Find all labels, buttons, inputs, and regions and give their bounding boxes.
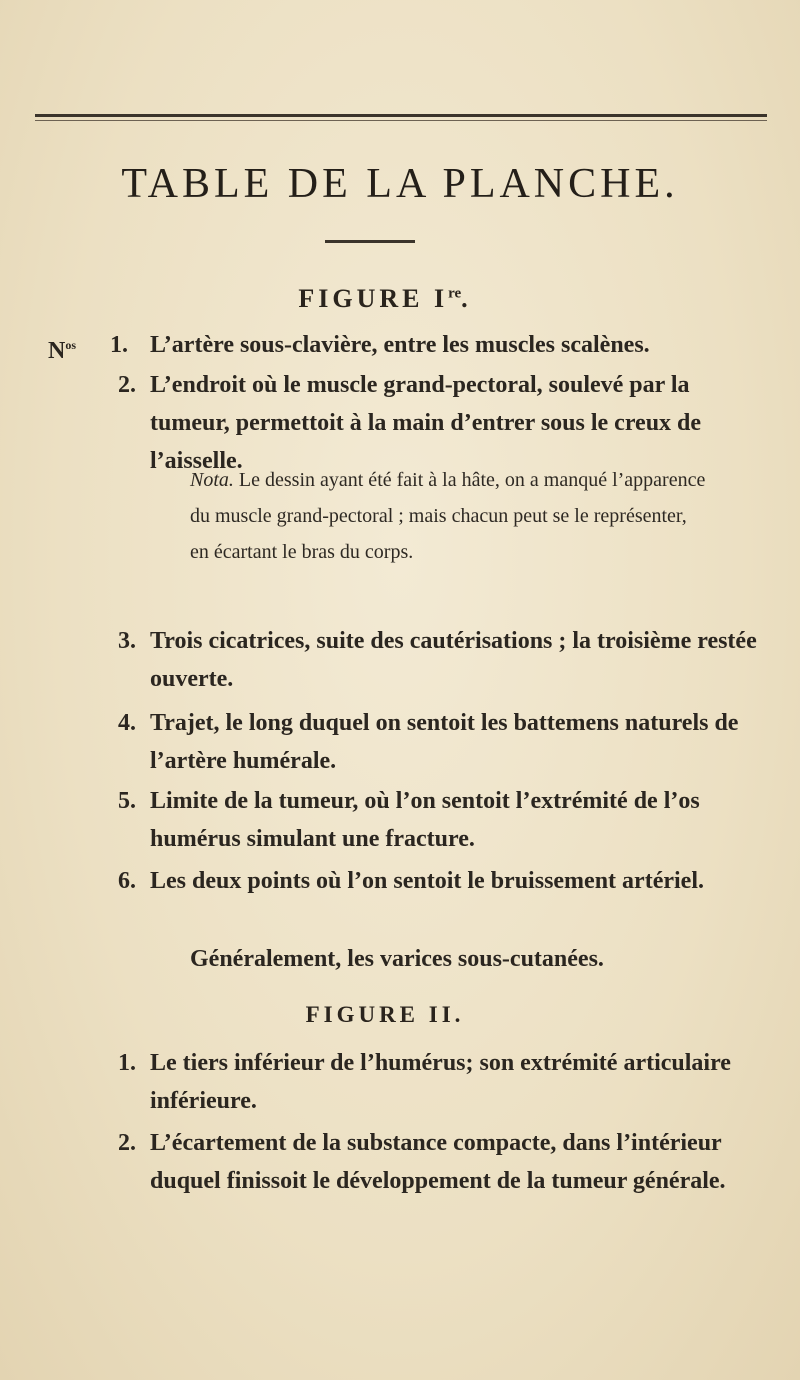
entry-number: 4. [118,710,136,736]
figure-1-heading-text: FIGURE I [298,284,449,313]
entry-number: 1. [118,1050,136,1076]
page-title: TABLE DE LA PLANCHE. [121,161,679,207]
figure-1-entry-1 [48,326,790,364]
nota-text: Le dessin ayant été fait à la hâte, on a manqué l’apparence du muscle grand-pectoral ; mais chacun peut se le représenter, en écartant le bras du corps. [190,469,706,563]
figure-1-heading-end: . [461,284,472,313]
figure-2-entry-2 [118,1124,750,1200]
figure-1-entry-4 [118,704,750,780]
entry-number: 2. [118,1130,136,1156]
entry-text: L’artère sous-clavière, entre les muscles scalènes. [150,332,650,358]
entry-number: 1. [110,332,128,358]
figure-1-entry-6 [118,862,750,900]
entry-text: Les deux points où l’on sentoit le bruissement artériel. [150,868,704,894]
numbers-prefix-sup: os [65,338,77,352]
nota-label: Nota. [190,469,234,491]
entry-number: 2. [118,372,136,398]
entry-text: L’écartement de la substance compacte, dans l’intérieur duquel finissoit le développement de la tumeur générale. [150,1130,726,1194]
numbers-prefix-text: N [48,338,66,364]
entry-number: 5. [118,788,136,814]
numbers-prefix [48,326,76,370]
nota-paragraph [190,462,710,570]
entry-text: L’endroit où le muscle grand-pectoral, soulevé par la tumeur, permettoit à la main d’entrer sous le creux de l’aisselle. [150,372,702,474]
figure-2-entry-1 [118,1044,770,1120]
entry-number: 3. [118,628,136,654]
entry-text: Trajet, le long duquel on sentoit les battemens naturels de l’artère humérale. [150,710,739,774]
title-divider [325,240,415,243]
figure-1-entry-5 [118,782,770,858]
general-note: Généralement, les varices sous-cutanées. [190,946,604,972]
entry-text: Trois cicatrices, suite des cautérisations ; la troisième restée ouverte. [150,628,757,692]
figure-1-entry-3 [118,622,760,698]
top-rule [35,114,767,117]
entry-text: Le tiers inférieur de l’humérus; son extrémité articulaire inférieure. [150,1050,731,1114]
top-rule-thin [35,120,767,121]
figure-1-heading-sup: re [448,285,462,302]
entry-number: 6. [118,868,136,894]
figure-2-heading: FIGURE II. [305,1002,465,1027]
figure-1-heading [0,284,785,314]
entry-text: Limite de la tumeur, où l’on sentoit l’extrémité de l’os humérus simulant une fracture. [150,788,700,852]
